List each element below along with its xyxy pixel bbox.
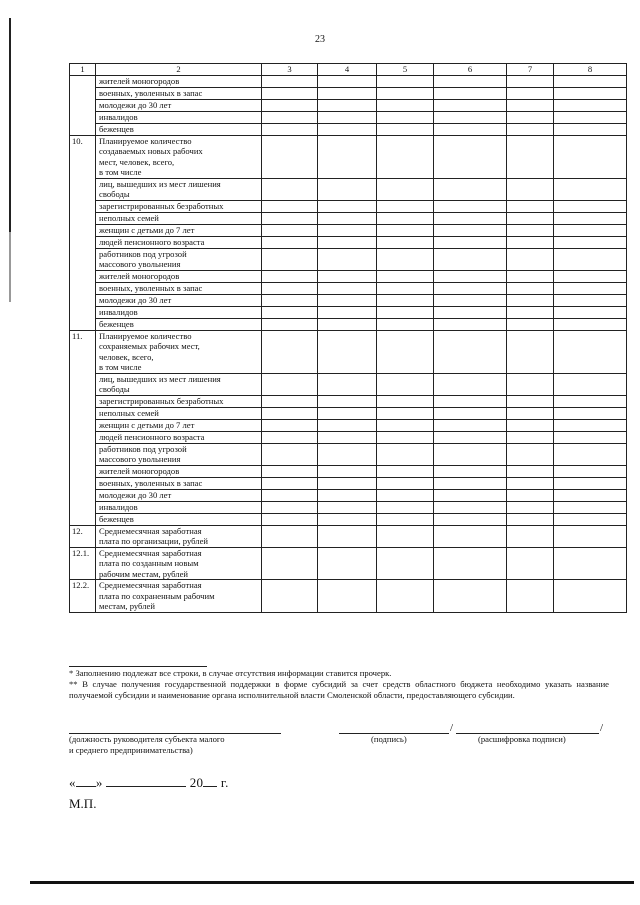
value-cell-col-6[interactable]	[434, 212, 507, 224]
value-cell-col-8[interactable]	[554, 111, 627, 123]
value-cell-col-8[interactable]	[554, 200, 627, 212]
value-cell-col-8[interactable]	[554, 465, 627, 477]
header-cell: 6	[434, 64, 507, 76]
table-row	[70, 501, 627, 513]
day-blank	[76, 774, 96, 787]
value-cell-col-3[interactable]	[262, 306, 318, 318]
value-cell-col-4[interactable]	[318, 513, 377, 525]
value-cell-col-4[interactable]	[318, 395, 377, 407]
row-label-cell: Среднемесячная заработная плата по сохраненным рабочим местам, рублей	[96, 580, 262, 613]
value-cell-col-7[interactable]	[507, 236, 554, 248]
value-cell-col-7[interactable]	[507, 224, 554, 236]
value-cell-col-6[interactable]	[434, 135, 507, 178]
value-cell-col-6[interactable]	[434, 373, 507, 395]
value-cell-col-3[interactable]	[262, 318, 318, 330]
value-cell-col-7[interactable]	[507, 178, 554, 200]
value-cell-col-5[interactable]	[377, 489, 434, 501]
value-cell-col-6[interactable]	[434, 282, 507, 294]
value-cell-col-3[interactable]	[262, 513, 318, 525]
value-cell-col-8[interactable]	[554, 419, 627, 431]
row-label-cell: зарегистрированных безработных	[96, 200, 262, 212]
value-cell-col-4[interactable]	[318, 419, 377, 431]
value-cell-col-4[interactable]	[318, 282, 377, 294]
row-label-cell: Планируемое количество создаваемых новых рабочих мест, человек, всего, в том числе	[96, 135, 262, 178]
footnote-2: ** В случае получения государственной поддержки в форме субсидий за счет средств областного бюджета необходимо указать название получаемой субсидии и наименование органа исполнительной власти Смоленской области, предоставляющего субсидии.	[69, 679, 609, 700]
value-cell-col-4[interactable]	[318, 580, 377, 613]
value-cell-col-7[interactable]	[507, 395, 554, 407]
value-cell-col-3[interactable]	[262, 407, 318, 419]
header-cell: 7	[507, 64, 554, 76]
value-cell-col-4[interactable]	[318, 373, 377, 395]
row-label-cell: Среднемесячная заработная плата по организации, рублей	[96, 525, 262, 547]
value-cell-col-4[interactable]	[318, 318, 377, 330]
table-row	[70, 270, 627, 282]
table-row	[70, 87, 627, 99]
value-cell-col-4[interactable]	[318, 294, 377, 306]
value-cell-col-5[interactable]	[377, 236, 434, 248]
header-cell: 1	[70, 64, 96, 76]
value-cell-col-5[interactable]	[377, 443, 434, 465]
value-cell-col-8[interactable]	[554, 178, 627, 200]
value-cell-col-5[interactable]	[377, 200, 434, 212]
footnotes	[69, 666, 609, 701]
value-cell-col-8[interactable]	[554, 99, 627, 111]
row-label-cell: инвалидов	[96, 111, 262, 123]
value-cell-col-8[interactable]	[554, 294, 627, 306]
value-cell-col-8[interactable]	[554, 443, 627, 465]
value-cell-col-3[interactable]	[262, 282, 318, 294]
signature-slash: /	[450, 722, 454, 734]
value-cell-col-6[interactable]	[434, 431, 507, 443]
position-caption: (должность руководителя субъекта малого и среднего предпринимательства)	[69, 734, 225, 755]
row-label-cell: работников под угрозой массового увольнения	[96, 248, 262, 270]
row-label-cell: жителей моногородов	[96, 465, 262, 477]
value-cell-col-6[interactable]	[434, 87, 507, 99]
header-cell: 2	[96, 64, 262, 76]
row-number-cell: 12.	[70, 525, 96, 547]
table-row	[70, 282, 627, 294]
value-cell-col-7[interactable]	[507, 489, 554, 501]
year-suffix: г.	[220, 775, 229, 790]
row-label-cell: жителей моногородов	[96, 270, 262, 282]
value-cell-col-6[interactable]	[434, 477, 507, 489]
value-cell-col-4[interactable]	[318, 477, 377, 489]
value-cell-col-7[interactable]	[507, 318, 554, 330]
value-cell-col-3[interactable]	[262, 431, 318, 443]
value-cell-col-4[interactable]	[318, 407, 377, 419]
value-cell-col-5[interactable]	[377, 407, 434, 419]
value-cell-col-3[interactable]	[262, 443, 318, 465]
value-cell-col-5[interactable]	[377, 373, 434, 395]
value-cell-col-8[interactable]	[554, 236, 627, 248]
value-cell-col-3[interactable]	[262, 87, 318, 99]
value-cell-col-4[interactable]	[318, 123, 377, 135]
value-cell-col-8[interactable]	[554, 330, 627, 373]
value-cell-col-4[interactable]	[318, 525, 377, 547]
table-row	[70, 178, 627, 200]
value-cell-col-4[interactable]	[318, 443, 377, 465]
table-row	[70, 373, 627, 395]
value-cell-col-3[interactable]	[262, 419, 318, 431]
value-cell-col-6[interactable]	[434, 465, 507, 477]
value-cell-col-3[interactable]	[262, 373, 318, 395]
signature-caption: (подпись)	[371, 734, 407, 744]
value-cell-col-3[interactable]	[262, 212, 318, 224]
value-cell-col-8[interactable]	[554, 248, 627, 270]
value-cell-col-5[interactable]	[377, 178, 434, 200]
value-cell-col-3[interactable]	[262, 465, 318, 477]
value-cell-col-5[interactable]	[377, 248, 434, 270]
row-label-cell: лиц, вышедших из мест лишения свободы	[96, 178, 262, 200]
scan-edge-mark-faint	[9, 232, 11, 302]
table-row	[70, 123, 627, 135]
value-cell-col-5[interactable]	[377, 513, 434, 525]
value-cell-col-4[interactable]	[318, 87, 377, 99]
table-row	[70, 580, 627, 613]
value-cell-col-5[interactable]	[377, 525, 434, 547]
value-cell-col-5[interactable]	[377, 75, 434, 87]
value-cell-col-6[interactable]	[434, 111, 507, 123]
row-label-cell: людей пенсионного возраста	[96, 431, 262, 443]
value-cell-col-6[interactable]	[434, 270, 507, 282]
table-header-row	[70, 64, 627, 76]
value-cell-col-7[interactable]	[507, 547, 554, 580]
year-prefix: 20	[189, 775, 204, 790]
table-row	[70, 224, 627, 236]
table-row	[70, 294, 627, 306]
value-cell-col-7[interactable]	[507, 75, 554, 87]
table-row	[70, 75, 627, 87]
decode-caption: (расшифровка подписи)	[478, 734, 566, 744]
value-cell-col-7[interactable]	[507, 477, 554, 489]
row-label-cell: неполных семей	[96, 407, 262, 419]
row-label-cell: зарегистрированных безработных	[96, 395, 262, 407]
value-cell-col-3[interactable]	[262, 294, 318, 306]
value-cell-col-3[interactable]	[262, 330, 318, 373]
table-row	[70, 135, 627, 178]
value-cell-col-3[interactable]	[262, 200, 318, 212]
value-cell-col-7[interactable]	[507, 580, 554, 613]
row-label-cell: лиц, вышедших из мест лишения свободы	[96, 373, 262, 395]
value-cell-col-7[interactable]	[507, 212, 554, 224]
value-cell-col-7[interactable]	[507, 525, 554, 547]
value-cell-col-7[interactable]	[507, 431, 554, 443]
value-cell-col-4[interactable]	[318, 547, 377, 580]
decode-slash: /	[600, 722, 604, 734]
value-cell-col-3[interactable]	[262, 501, 318, 513]
value-cell-col-7[interactable]	[507, 465, 554, 477]
value-cell-col-5[interactable]	[377, 306, 434, 318]
table-row	[70, 513, 627, 525]
value-cell-col-3[interactable]	[262, 178, 318, 200]
row-label-cell: молодежи до 30 лет	[96, 99, 262, 111]
value-cell-col-7[interactable]	[507, 443, 554, 465]
table-row	[70, 419, 627, 431]
row-label-cell: работников под угрозой массового увольнения	[96, 443, 262, 465]
row-label-cell: военных, уволенных в запас	[96, 282, 262, 294]
table-row	[70, 248, 627, 270]
value-cell-col-6[interactable]	[434, 294, 507, 306]
table-row	[70, 395, 627, 407]
value-cell-col-6[interactable]	[434, 99, 507, 111]
value-cell-col-5[interactable]	[377, 501, 434, 513]
value-cell-col-3[interactable]	[262, 75, 318, 87]
footnote-divider	[69, 666, 207, 667]
value-cell-col-8[interactable]	[554, 513, 627, 525]
table-row	[70, 318, 627, 330]
value-cell-col-7[interactable]	[507, 501, 554, 513]
date-line	[69, 774, 229, 791]
header-cell: 5	[377, 64, 434, 76]
value-cell-col-4[interactable]	[318, 200, 377, 212]
value-cell-col-4[interactable]	[318, 135, 377, 178]
value-cell-col-3[interactable]	[262, 477, 318, 489]
value-cell-col-4[interactable]	[318, 489, 377, 501]
value-cell-col-3[interactable]	[262, 580, 318, 613]
value-cell-col-5[interactable]	[377, 330, 434, 373]
table-row	[70, 465, 627, 477]
table-row	[70, 407, 627, 419]
row-label-cell: Среднемесячная заработная плата по созданным новым рабочим местам, рублей	[96, 547, 262, 580]
value-cell-col-3[interactable]	[262, 395, 318, 407]
value-cell-col-4[interactable]	[318, 306, 377, 318]
table-row	[70, 489, 627, 501]
value-cell-col-5[interactable]	[377, 465, 434, 477]
value-cell-col-6[interactable]	[434, 501, 507, 513]
value-cell-col-6[interactable]	[434, 580, 507, 613]
value-cell-col-6[interactable]	[434, 489, 507, 501]
row-label-cell: беженцев	[96, 318, 262, 330]
row-label-cell: молодежи до 30 лет	[96, 294, 262, 306]
value-cell-col-8[interactable]	[554, 395, 627, 407]
value-cell-col-6[interactable]	[434, 513, 507, 525]
value-cell-col-4[interactable]	[318, 465, 377, 477]
value-cell-col-3[interactable]	[262, 99, 318, 111]
row-label-cell: инвалидов	[96, 501, 262, 513]
row-number-cell: 12.2.	[70, 580, 96, 613]
value-cell-col-4[interactable]	[318, 75, 377, 87]
value-cell-col-7[interactable]	[507, 373, 554, 395]
value-cell-col-4[interactable]	[318, 236, 377, 248]
header-cell: 8	[554, 64, 627, 76]
row-label-cell: военных, уволенных в запас	[96, 87, 262, 99]
value-cell-col-6[interactable]	[434, 178, 507, 200]
value-cell-col-3[interactable]	[262, 248, 318, 270]
value-cell-col-5[interactable]	[377, 99, 434, 111]
close-quote: »	[95, 775, 103, 790]
table-row	[70, 99, 627, 111]
value-cell-col-4[interactable]	[318, 178, 377, 200]
row-label-cell: беженцев	[96, 513, 262, 525]
value-cell-col-7[interactable]	[507, 419, 554, 431]
page-number: 23	[315, 34, 325, 45]
row-label-cell: женщин с детьми до 7 лет	[96, 224, 262, 236]
row-label-cell: женщин с детьми до 7 лет	[96, 419, 262, 431]
value-cell-col-6[interactable]	[434, 395, 507, 407]
value-cell-col-6[interactable]	[434, 443, 507, 465]
value-cell-col-8[interactable]	[554, 318, 627, 330]
row-label-cell: Планируемое количество сохраняемых рабочих мест, человек, всего, в том числе	[96, 330, 262, 373]
row-label-cell: беженцев	[96, 123, 262, 135]
value-cell-col-7[interactable]	[507, 248, 554, 270]
value-cell-col-8[interactable]	[554, 547, 627, 580]
value-cell-col-3[interactable]	[262, 135, 318, 178]
value-cell-col-6[interactable]	[434, 407, 507, 419]
value-cell-col-5[interactable]	[377, 282, 434, 294]
value-cell-col-7[interactable]	[507, 123, 554, 135]
table-row	[70, 547, 627, 580]
value-cell-col-3[interactable]	[262, 236, 318, 248]
value-cell-col-8[interactable]	[554, 477, 627, 489]
value-cell-col-4[interactable]	[318, 99, 377, 111]
value-cell-col-8[interactable]	[554, 373, 627, 395]
value-cell-col-4[interactable]	[318, 224, 377, 236]
row-number-cell	[70, 75, 96, 135]
value-cell-col-3[interactable]	[262, 270, 318, 282]
value-cell-col-5[interactable]	[377, 294, 434, 306]
value-cell-col-4[interactable]	[318, 330, 377, 373]
stamp-place: М.П.	[69, 796, 97, 811]
row-label-cell: жителей моногородов	[96, 75, 262, 87]
row-label-cell: людей пенсионного возраста	[96, 236, 262, 248]
value-cell-col-5[interactable]	[377, 270, 434, 282]
row-number-cell: 12.1.	[70, 547, 96, 580]
value-cell-col-8[interactable]	[554, 270, 627, 282]
row-label-cell: инвалидов	[96, 306, 262, 318]
row-number-cell: 10.	[70, 135, 96, 330]
value-cell-col-7[interactable]	[507, 407, 554, 419]
value-cell-col-7[interactable]	[507, 99, 554, 111]
value-cell-col-3[interactable]	[262, 123, 318, 135]
value-cell-col-6[interactable]	[434, 236, 507, 248]
header-cell: 4	[318, 64, 377, 76]
value-cell-col-7[interactable]	[507, 87, 554, 99]
table-row	[70, 200, 627, 212]
value-cell-col-8[interactable]	[554, 306, 627, 318]
value-cell-col-6[interactable]	[434, 330, 507, 373]
value-cell-col-5[interactable]	[377, 431, 434, 443]
value-cell-col-6[interactable]	[434, 224, 507, 236]
table-row	[70, 443, 627, 465]
table-row	[70, 236, 627, 248]
table-row	[70, 306, 627, 318]
table-row	[70, 111, 627, 123]
value-cell-col-8[interactable]	[554, 212, 627, 224]
value-cell-col-5[interactable]	[377, 477, 434, 489]
value-cell-col-5[interactable]	[377, 87, 434, 99]
row-label-cell: неполных семей	[96, 212, 262, 224]
value-cell-col-5[interactable]	[377, 224, 434, 236]
value-cell-col-4[interactable]	[318, 111, 377, 123]
value-cell-col-5[interactable]	[377, 580, 434, 613]
value-cell-col-5[interactable]	[377, 395, 434, 407]
value-cell-col-8[interactable]	[554, 135, 627, 178]
scan-edge-mark	[9, 18, 11, 233]
open-quote: «	[69, 775, 76, 790]
value-cell-col-6[interactable]	[434, 200, 507, 212]
value-cell-col-5[interactable]	[377, 111, 434, 123]
table-row	[70, 330, 627, 373]
value-cell-col-8[interactable]	[554, 525, 627, 547]
value-cell-col-7[interactable]	[507, 270, 554, 282]
value-cell-col-6[interactable]	[434, 318, 507, 330]
value-cell-col-4[interactable]	[318, 248, 377, 270]
value-cell-col-7[interactable]	[507, 306, 554, 318]
value-cell-col-5[interactable]	[377, 547, 434, 580]
table-row	[70, 525, 627, 547]
value-cell-col-7[interactable]	[507, 200, 554, 212]
value-cell-col-8[interactable]	[554, 123, 627, 135]
value-cell-col-7[interactable]	[507, 513, 554, 525]
value-cell-col-8[interactable]	[554, 489, 627, 501]
value-cell-col-5[interactable]	[377, 419, 434, 431]
value-cell-col-5[interactable]	[377, 135, 434, 178]
value-cell-col-3[interactable]	[262, 489, 318, 501]
value-cell-col-6[interactable]	[434, 547, 507, 580]
value-cell-col-3[interactable]	[262, 224, 318, 236]
row-label-cell: военных, уволенных в запас	[96, 477, 262, 489]
value-cell-col-8[interactable]	[554, 282, 627, 294]
value-cell-col-6[interactable]	[434, 306, 507, 318]
value-cell-col-7[interactable]	[507, 282, 554, 294]
value-cell-col-8[interactable]	[554, 224, 627, 236]
row-number-cell: 11.	[70, 330, 96, 525]
value-cell-col-8[interactable]	[554, 75, 627, 87]
value-cell-col-6[interactable]	[434, 75, 507, 87]
value-cell-col-8[interactable]	[554, 407, 627, 419]
value-cell-col-5[interactable]	[377, 212, 434, 224]
year-blank	[203, 774, 217, 787]
value-cell-col-5[interactable]	[377, 318, 434, 330]
value-cell-col-3[interactable]	[262, 525, 318, 547]
value-cell-col-8[interactable]	[554, 580, 627, 613]
value-cell-col-8[interactable]	[554, 87, 627, 99]
value-cell-col-6[interactable]	[434, 123, 507, 135]
value-cell-col-8[interactable]	[554, 501, 627, 513]
value-cell-col-3[interactable]	[262, 111, 318, 123]
table-body	[70, 75, 627, 612]
table-row	[70, 431, 627, 443]
value-cell-col-5[interactable]	[377, 123, 434, 135]
header-cell: 3	[262, 64, 318, 76]
row-label-cell: молодежи до 30 лет	[96, 489, 262, 501]
bottom-rule	[30, 881, 634, 884]
value-cell-col-8[interactable]	[554, 431, 627, 443]
month-blank	[106, 774, 186, 787]
value-cell-col-6[interactable]	[434, 248, 507, 270]
value-cell-col-7[interactable]	[507, 330, 554, 373]
value-cell-col-7[interactable]	[507, 111, 554, 123]
value-cell-col-4[interactable]	[318, 270, 377, 282]
value-cell-col-4[interactable]	[318, 212, 377, 224]
footnote-1: * Заполнению подлежат все строки, в случае отсутствия информации ставится прочерк.	[69, 668, 392, 678]
value-cell-col-6[interactable]	[434, 419, 507, 431]
value-cell-col-4[interactable]	[318, 431, 377, 443]
table-row	[70, 212, 627, 224]
value-cell-col-4[interactable]	[318, 501, 377, 513]
value-cell-col-7[interactable]	[507, 294, 554, 306]
value-cell-col-3[interactable]	[262, 547, 318, 580]
table-row	[70, 477, 627, 489]
indicators-table	[69, 63, 627, 613]
value-cell-col-6[interactable]	[434, 525, 507, 547]
value-cell-col-7[interactable]	[507, 135, 554, 178]
